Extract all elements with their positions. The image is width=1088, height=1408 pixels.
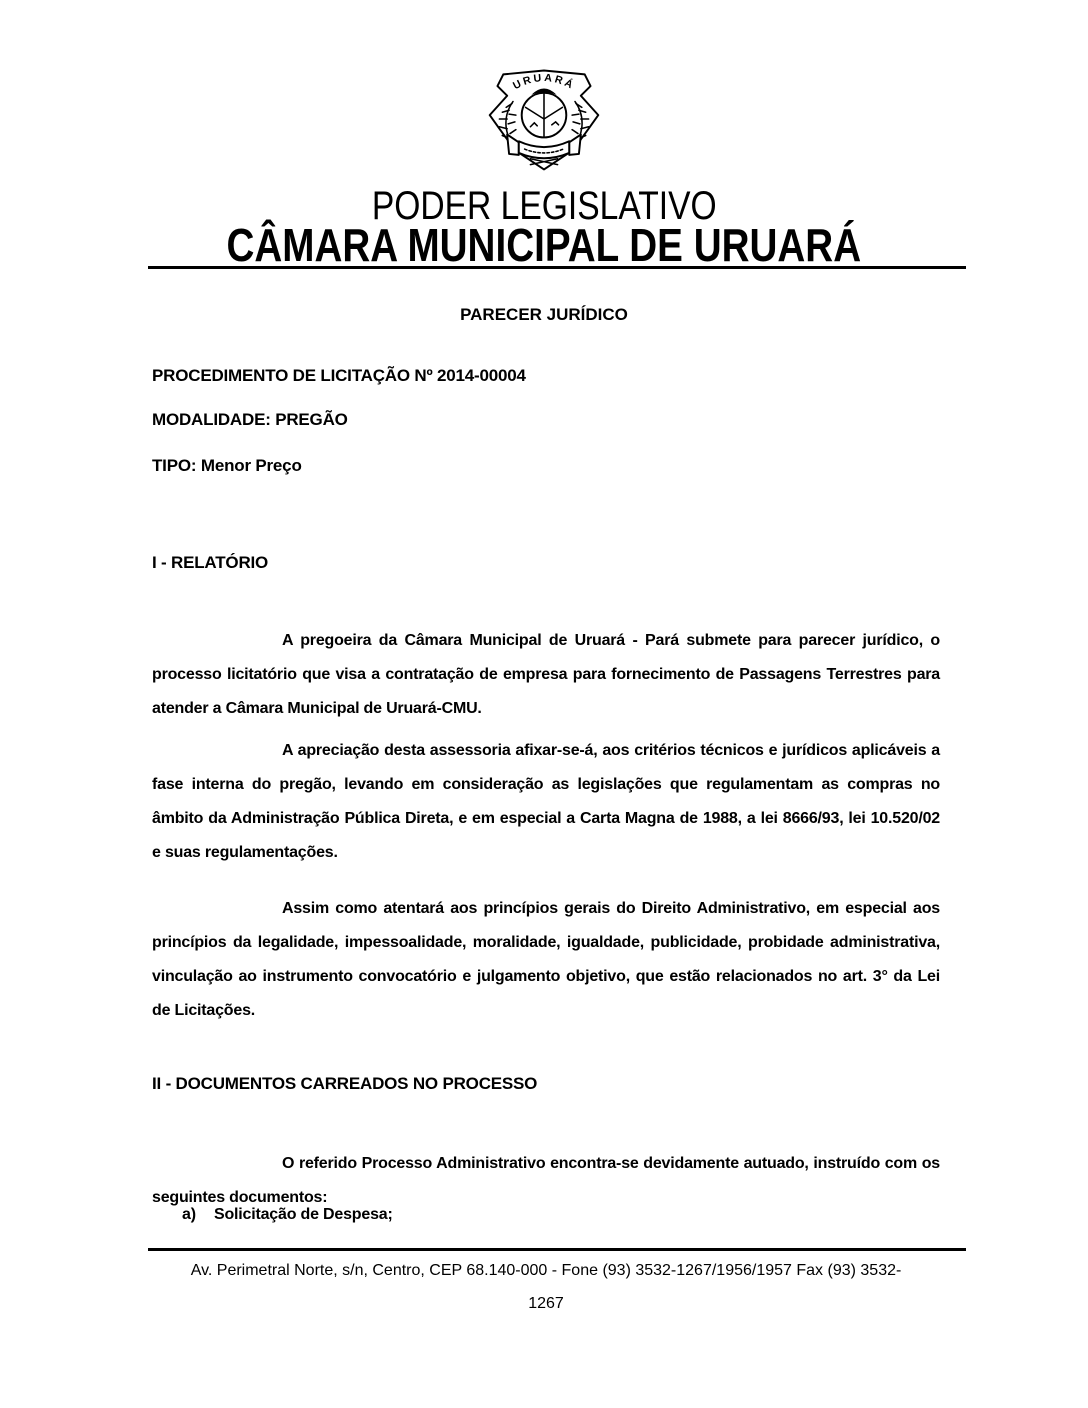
org-name-line2: CÂMARA MUNICIPAL DE URUARÁ	[226, 219, 862, 271]
crest-circle	[522, 93, 567, 138]
header-divider	[148, 266, 966, 269]
crest-arc-text: URUARÁ	[511, 71, 577, 93]
list-item-text: Solicitação de Despesa;	[214, 1206, 393, 1223]
document-title: PARECER JURÍDICO	[460, 305, 628, 324]
footer-address-line2: 1267	[528, 1295, 564, 1312]
section-1-paragraph-1: A pregoeira da Câmara Municipal de Uruará - Pará submete para parecer jurídico, o processo licitatório que visa a contratação de empresa para fornecimento de Passagens Terrestres para atender a Câmara Municipal de Uruará-CMU.	[152, 632, 940, 717]
section-1-heading: I - RELATÓRIO	[152, 553, 269, 572]
meta-type: TIPO: Menor Preço	[152, 456, 302, 475]
meta-modality: MODALIDADE: PREGÃO	[152, 410, 348, 429]
section-1-paragraph-3: Assim como atentará aos princípios gerais do Direito Administrativo, em especial aos princípios da legalidade, impessoalidade, moralidade, igualdade, publicidade, probidade administrativa, vinculação ao instrumento convocatório e julgamento objetivo, que estão relacionados no art. 3° da Lei de Licitações.	[152, 900, 940, 1019]
section-2-heading: II - DOCUMENTOS CARREADOS NO PROCESSO	[152, 1074, 538, 1093]
section-2-paragraph-1: O referido Processo Administrativo encontra-se devidamente autuado, instruído com os seguintes documentos:	[152, 1155, 940, 1206]
document-list-item-a	[152, 1198, 940, 1232]
crest-logo	[480, 64, 608, 179]
section-1-paragraph-2: A apreciação desta assessoria afixar-se-á, aos critérios técnicos e jurídicos aplicáveis a fase interna do pregão, levando em consideração as legislações que regulamentam as compras no âmbito da Administração Pública Direta, e em especial a Carta Magna de 1988, a lei 8666/93, lei 10.520/02 e suas regulamentações.	[152, 742, 940, 861]
footer-address-line1: Av. Perimetral Norte, s/n, Centro, CEP 68.140-000 - Fone (93) 3532-1267/1956/1957 Fax (93) 3532-	[190, 1262, 902, 1279]
org-name-line1: PODER LEGISLATIVO	[371, 184, 717, 228]
uruara-coat-of-arms	[480, 64, 608, 174]
footer-address	[152, 1254, 940, 1320]
meta-procedure: PROCEDIMENTO DE LICITAÇÃO Nº 2014-00004	[152, 366, 526, 385]
list-marker: a)	[182, 1206, 196, 1223]
footer-divider	[148, 1248, 966, 1251]
